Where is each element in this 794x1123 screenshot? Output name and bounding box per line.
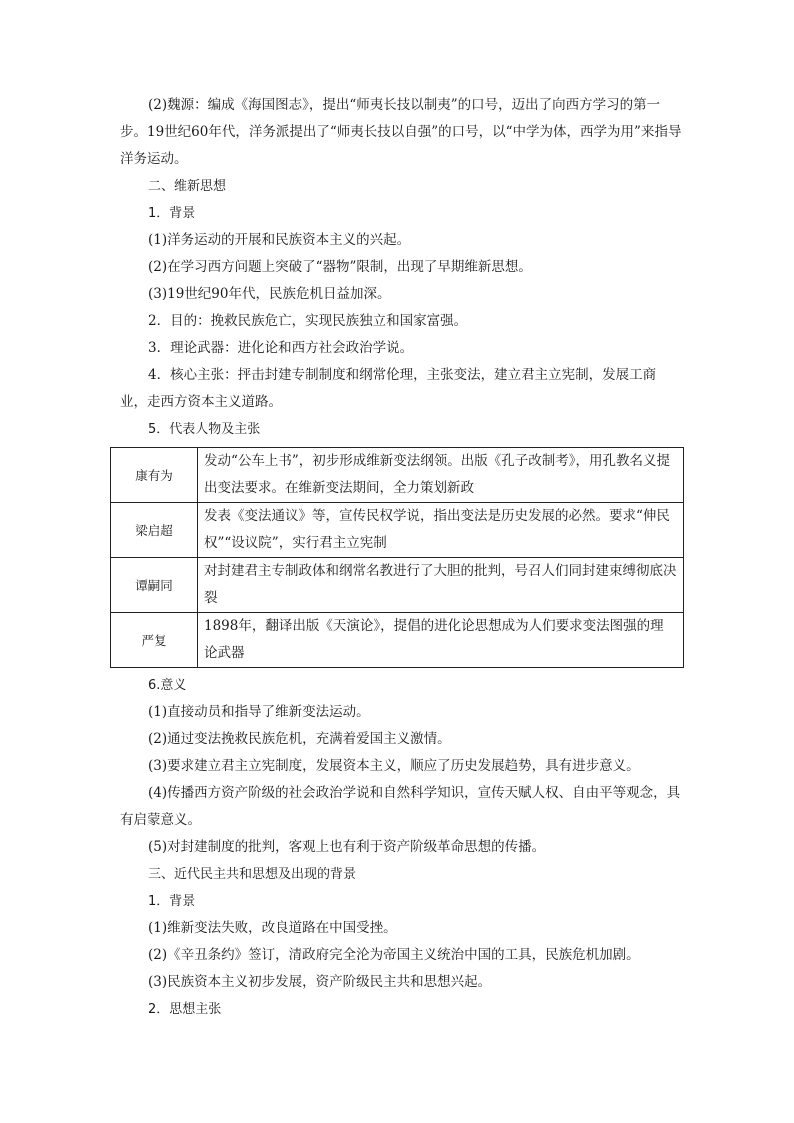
representatives-table [110, 447, 684, 668]
list-item: (1)洋务运动的开展和民族资本主义的兴起。 [148, 232, 411, 248]
table-row [111, 558, 684, 613]
subheading-ideas: 2．思想主张 [148, 1002, 222, 1017]
list-item: (3)要求建立君主立宪制度，发展资本主义，顺应了历史发展趋势，具有进步意义。 [148, 758, 640, 774]
list-item: (2)通过变法挽救民族危机，充满着爱国主义激情。 [148, 731, 451, 747]
list-item: (2)《辛丑条约》签订，清政府完全沦为帝国主义统治中国的工具，民族危机加剧。 [148, 947, 640, 963]
list-item: (5)对封建制度的批判，客观上也有利于资产阶级革命思想的传播。 [148, 839, 546, 855]
list-item: (2)在学习西方问题上突破了“器物”限制，出现了早期维新思想。 [148, 259, 532, 275]
person-description: 对封建君主专制政体和纲常名教进行了大胆的批判，号召人们同封建束缚彻底决裂 [198, 558, 684, 613]
paragraph-core-claims: 4．核心主张：抨击封建专制制度和纲常伦理，主张变法，建立君主立宪制，发展工商业，走西方资本主义道路。 [120, 367, 657, 410]
person-description: 发动“公车上书”，初步形成维新变法纲领。出版《孔子改制考》，用孔教名义提出变法要求。在维新变法期间，全力策划新政 [198, 448, 684, 503]
subheading-representatives: 5．代表人物及主张 [148, 422, 261, 437]
table-row [111, 613, 684, 668]
paragraph-purpose: 2．目的：挽救民族危亡，实现民族独立和国家富强。 [148, 313, 468, 329]
list-item: (3)民族资本主义初步发展，资产阶级民主共和思想兴起。 [148, 974, 492, 990]
person-name: 谭嗣同 [111, 558, 198, 613]
list-item: (3)19世纪90年代，民族危机日益加深。 [148, 286, 391, 302]
subheading-background: 1．背景 [148, 894, 196, 909]
subheading-significance: 6.意义 [148, 678, 187, 693]
subheading-background: 1．背景 [148, 206, 196, 221]
section-heading-republican-thought: 三、近代民主共和思想及出现的背景 [148, 867, 357, 882]
paragraph-wei-yuan: (2)魏源：编成《海国图志》，提出“师夷长技以制夷”的口号，迈出了向西方学习的第一步。19世纪60年代，洋务派提出了“师夷长技以自强”的口号，以“中学为体，西学为用”来指导洋务运动。 [120, 97, 682, 167]
section-heading-reform-thought: 二、维新思想 [148, 179, 227, 194]
table-row [111, 503, 684, 558]
person-name: 严复 [111, 613, 198, 668]
list-item: (1)维新变法失败，改良道路在中国受挫。 [148, 920, 397, 936]
person-name: 梁启超 [111, 503, 198, 558]
person-name: 康有为 [111, 448, 198, 503]
paragraph-theory: 3．理论武器：进化论和西方社会政治学说。 [148, 340, 414, 356]
person-description: 发表《变法通议》等，宣传民权学说，指出变法是历史发展的必然。要求“伸民权”“设议院”，实行君主立宪制 [198, 503, 684, 558]
document-page [120, 92, 683, 1023]
table-row [111, 448, 684, 503]
person-description: 1898年，翻译出版《天演论》，提倡的进化论思想成为人们要求变法图强的理论武器 [198, 613, 684, 668]
list-item: (1)直接动员和指导了维新变法运动。 [148, 704, 370, 720]
list-item: (4)传播西方资产阶级的社会政治学说和自然科学知识，宣传天赋人权、自由平等观念，具有启蒙意义。 [120, 785, 681, 828]
